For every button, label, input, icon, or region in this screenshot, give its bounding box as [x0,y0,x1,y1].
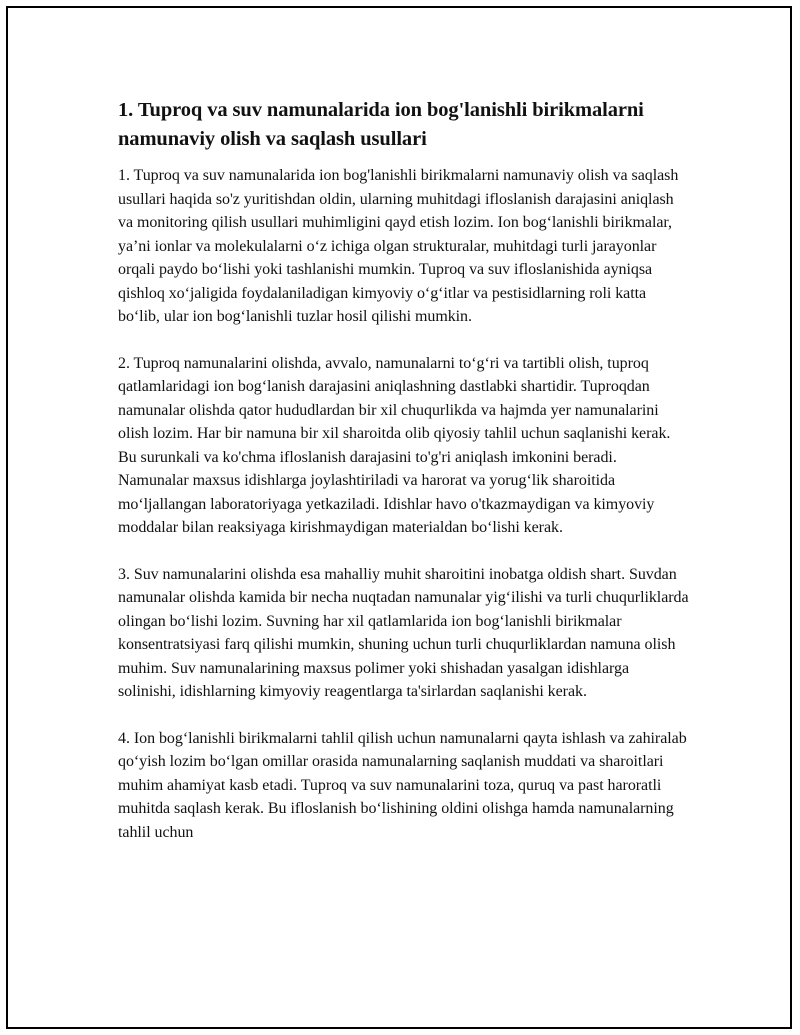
paragraph-4: 4. Ion bog‘lanishli birikmalarni tahlil qilish uchun namunalarni qayta ishlash va zahiralab qo‘yish lozim bo‘lgan omillar orasida namunalarning saqlanish muddati va sharoitlari muhim ahamiyat kasb etadi. Tuproq va suv namunalarini toza, quruq va past haroratli muhitda saqlash kerak. Bu ifloslanish bo‘lishining oldini olishga hamda namunalarning tahlil uchun [118,729,687,841]
paragraph-1: 1. Tuproq va suv namunalarida ion bog'lanishli birikmalarni namunaviy olish va saqlash usullari haqida so'z yuritishdan oldin, ularning muhitdagi ifloslanish darajasini aniqlash va monitoring qilish usullari muhimligini qayd etish lozim. Ion bog‘lanishli birikmalar, ya’ni ionlar va molekulalarni o‘z ichiga olgan strukturalar, muhitdagi turli jarayonlar orqali paydo bo‘lishi yoki tashlanishi mumkin. Tuproq va suv ifloslanishida ayniqsa qishloq xo‘jaligida foydalaniladigan kimyoviy o‘g‘itlar va pestisidlarning roli katta bo‘lib, ular ion bog‘lanishli tuzlar hosil qilishi mumkin. [118,167,679,325]
document-title: 1. Tuproq va suv namunalarida ion bog'lanishli birikmalarni namunaviy olish va saqlash usullari [118,99,644,150]
paragraph-3: 3. Suv namunalarini olishda esa mahalliy muhit sharoitini inobatga oldish shart. Suvdan namunalar olishda kamida bir necha nuqtadan namunalar yig‘ilishi va turli chuqurliklarda olingan bo‘lishi lozim. Suvning har xil qatlamlarida ion bog‘lanishli birikmalar konsentratsiyasi farq qilishi mumkin, shuning uchun turli chuqurliklardan namuna olish muhim. Suv namunalarining maxsus polimer yoki shishadan yasalgan idishlarga solinishi, idishlarning kimyoviy reagentlarga ta'sirlardan saqlanishi kerak. [118,565,689,700]
page-frame [6,6,792,1029]
document-body [118,96,690,867]
paragraph-2: 2. Tuproq namunalarini olishda, avvalo, namunalarni to‘g‘ri va tartibli olish, tuproq qatlamlaridagi ion bog‘lanish darajasini aniqlashning dastlabki shartidir. Tuproqdan namunalar olishda qator hududlardan bir xil chuqurlikda va hajmda yer namunalarini olish lozim. Har bir namuna bir xil sharoitda olib qiyosiy tahlil uchun saqlanishi kerak. Bu surunkali va ko'chma ifloslanish darajasini to'g'ri aniqlash imkonini beradi. Namunalar maxsus idishlarga joylashtiriladi va harorat va yorug‘lik sharoitida mo‘ljallangan laboratoriyaga yetkaziladi. Idishlar havo o'tkazmaydigan va kimyoviy moddalar bilan reaksiyaga kirishmaydigan materialdan bo‘lishi kerak. [118,354,671,536]
